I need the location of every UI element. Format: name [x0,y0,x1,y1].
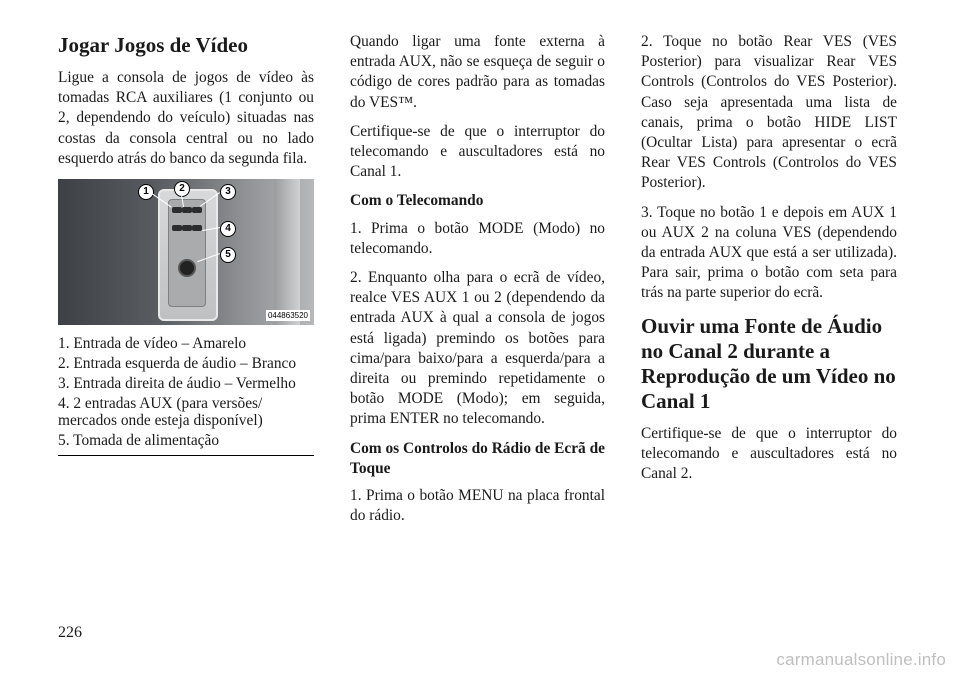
callout-5: 5 [220,247,236,263]
legend-item: 3. Entrada direita de áudio – Vermelho [58,375,296,393]
audio-left-jack [182,207,192,213]
paragraph: Quando ligar uma fonte externa à entrada AUX, não se esqueça de seguir o código de cores padrão para as tomadas do VES™. [350,33,605,111]
paragraph: Certifique-se de que o interruptor do telecomando e auscultadores está no Canal 1. [350,122,605,181]
subheading: Com o Telecomando [350,192,484,210]
intro-paragraph: Ligue a consola de jogos de vídeo às tomadas RCA auxiliares (1 conjunto ou 2, dependendo do veículo) situadas nas costas da consola central ou no lado esquerdo atrás do banco da segunda fila. [58,69,314,167]
aux2-audio-right-jack [192,225,202,231]
legend-item: 2. Entrada esquerda de áudio – Branco [58,355,297,373]
figure-legend [58,335,314,456]
aux2-video-jack [172,225,182,231]
step: 3. Toque no botão 1 e depois em AUX 1 ou AUX 2 na coluna VES (dependendo da entrada AUX que está a ser utilizada). Para sair, prima o botão com seta para trás na parte superior do ecrã. [641,203,897,302]
section-heading: Ouvir uma Fonte de Áudio no Canal 2 durante a Reprodução de um Vídeo no Canal 1 [641,313,896,413]
callout-2: 2 [174,181,190,197]
jack-panel-inner [168,199,206,307]
paragraph: Certifique-se de que o interruptor do telecomando e auscultadores está no Canal 2. [641,424,897,483]
callout-1: 1 [138,184,154,200]
page-number: 226 [58,624,82,641]
video-jack [172,207,182,213]
step: 2. Enquanto olha para o ecrã de vídeo, realce VES AUX 1 ou 2 (dependendo da entrada AUX à qual a consola de jogos está ligada) premindo os botões para cima/para baixo/para a esquerda/para a direita ou premindo repetidamente o botão MODE (Modo); em seguida, prima ENTER no telecomando. [350,269,605,428]
figure-frame [274,179,300,325]
rca-jacks-figure [58,179,314,325]
legend-item: 4. 2 entradas AUX (para versões/ mercados onde esteja disponível) [58,395,263,430]
step: 2. Toque no botão Rear VES (VES Posterior) para visualizar Rear VES Controls (Controlos do VES Posterior). Caso seja apresentada uma lista de canais, prima o botão HIDE LIST (Ocultar Lista) para apresentar o ecrã Rear VES Controls (Controlos do VES Posterior). [641,33,897,192]
power-outlet [178,259,196,277]
subheading: Com os Controlos do Rádio de Ecrã de Toque [350,439,605,477]
figure-code: 044863520 [267,311,308,321]
watermark: carmanualsonline.info [776,650,946,669]
step: 1. Prima o botão MODE (Modo) no telecomando. [350,219,605,257]
right-column [641,32,897,493]
middle-column [350,32,605,535]
legend-item: 5. Tomada de alimentação [58,432,220,450]
left-column [58,32,314,456]
legend-item: 1. Entrada de vídeo – Amarelo [58,335,247,353]
section-heading: Jogar Jogos de Vídeo [58,33,248,57]
callout-4: 4 [220,221,236,237]
audio-right-jack [192,207,202,213]
aux2-audio-left-jack [182,225,192,231]
step: 1. Prima o botão MENU na placa frontal do rádio. [350,487,605,525]
callout-3: 3 [220,184,236,200]
